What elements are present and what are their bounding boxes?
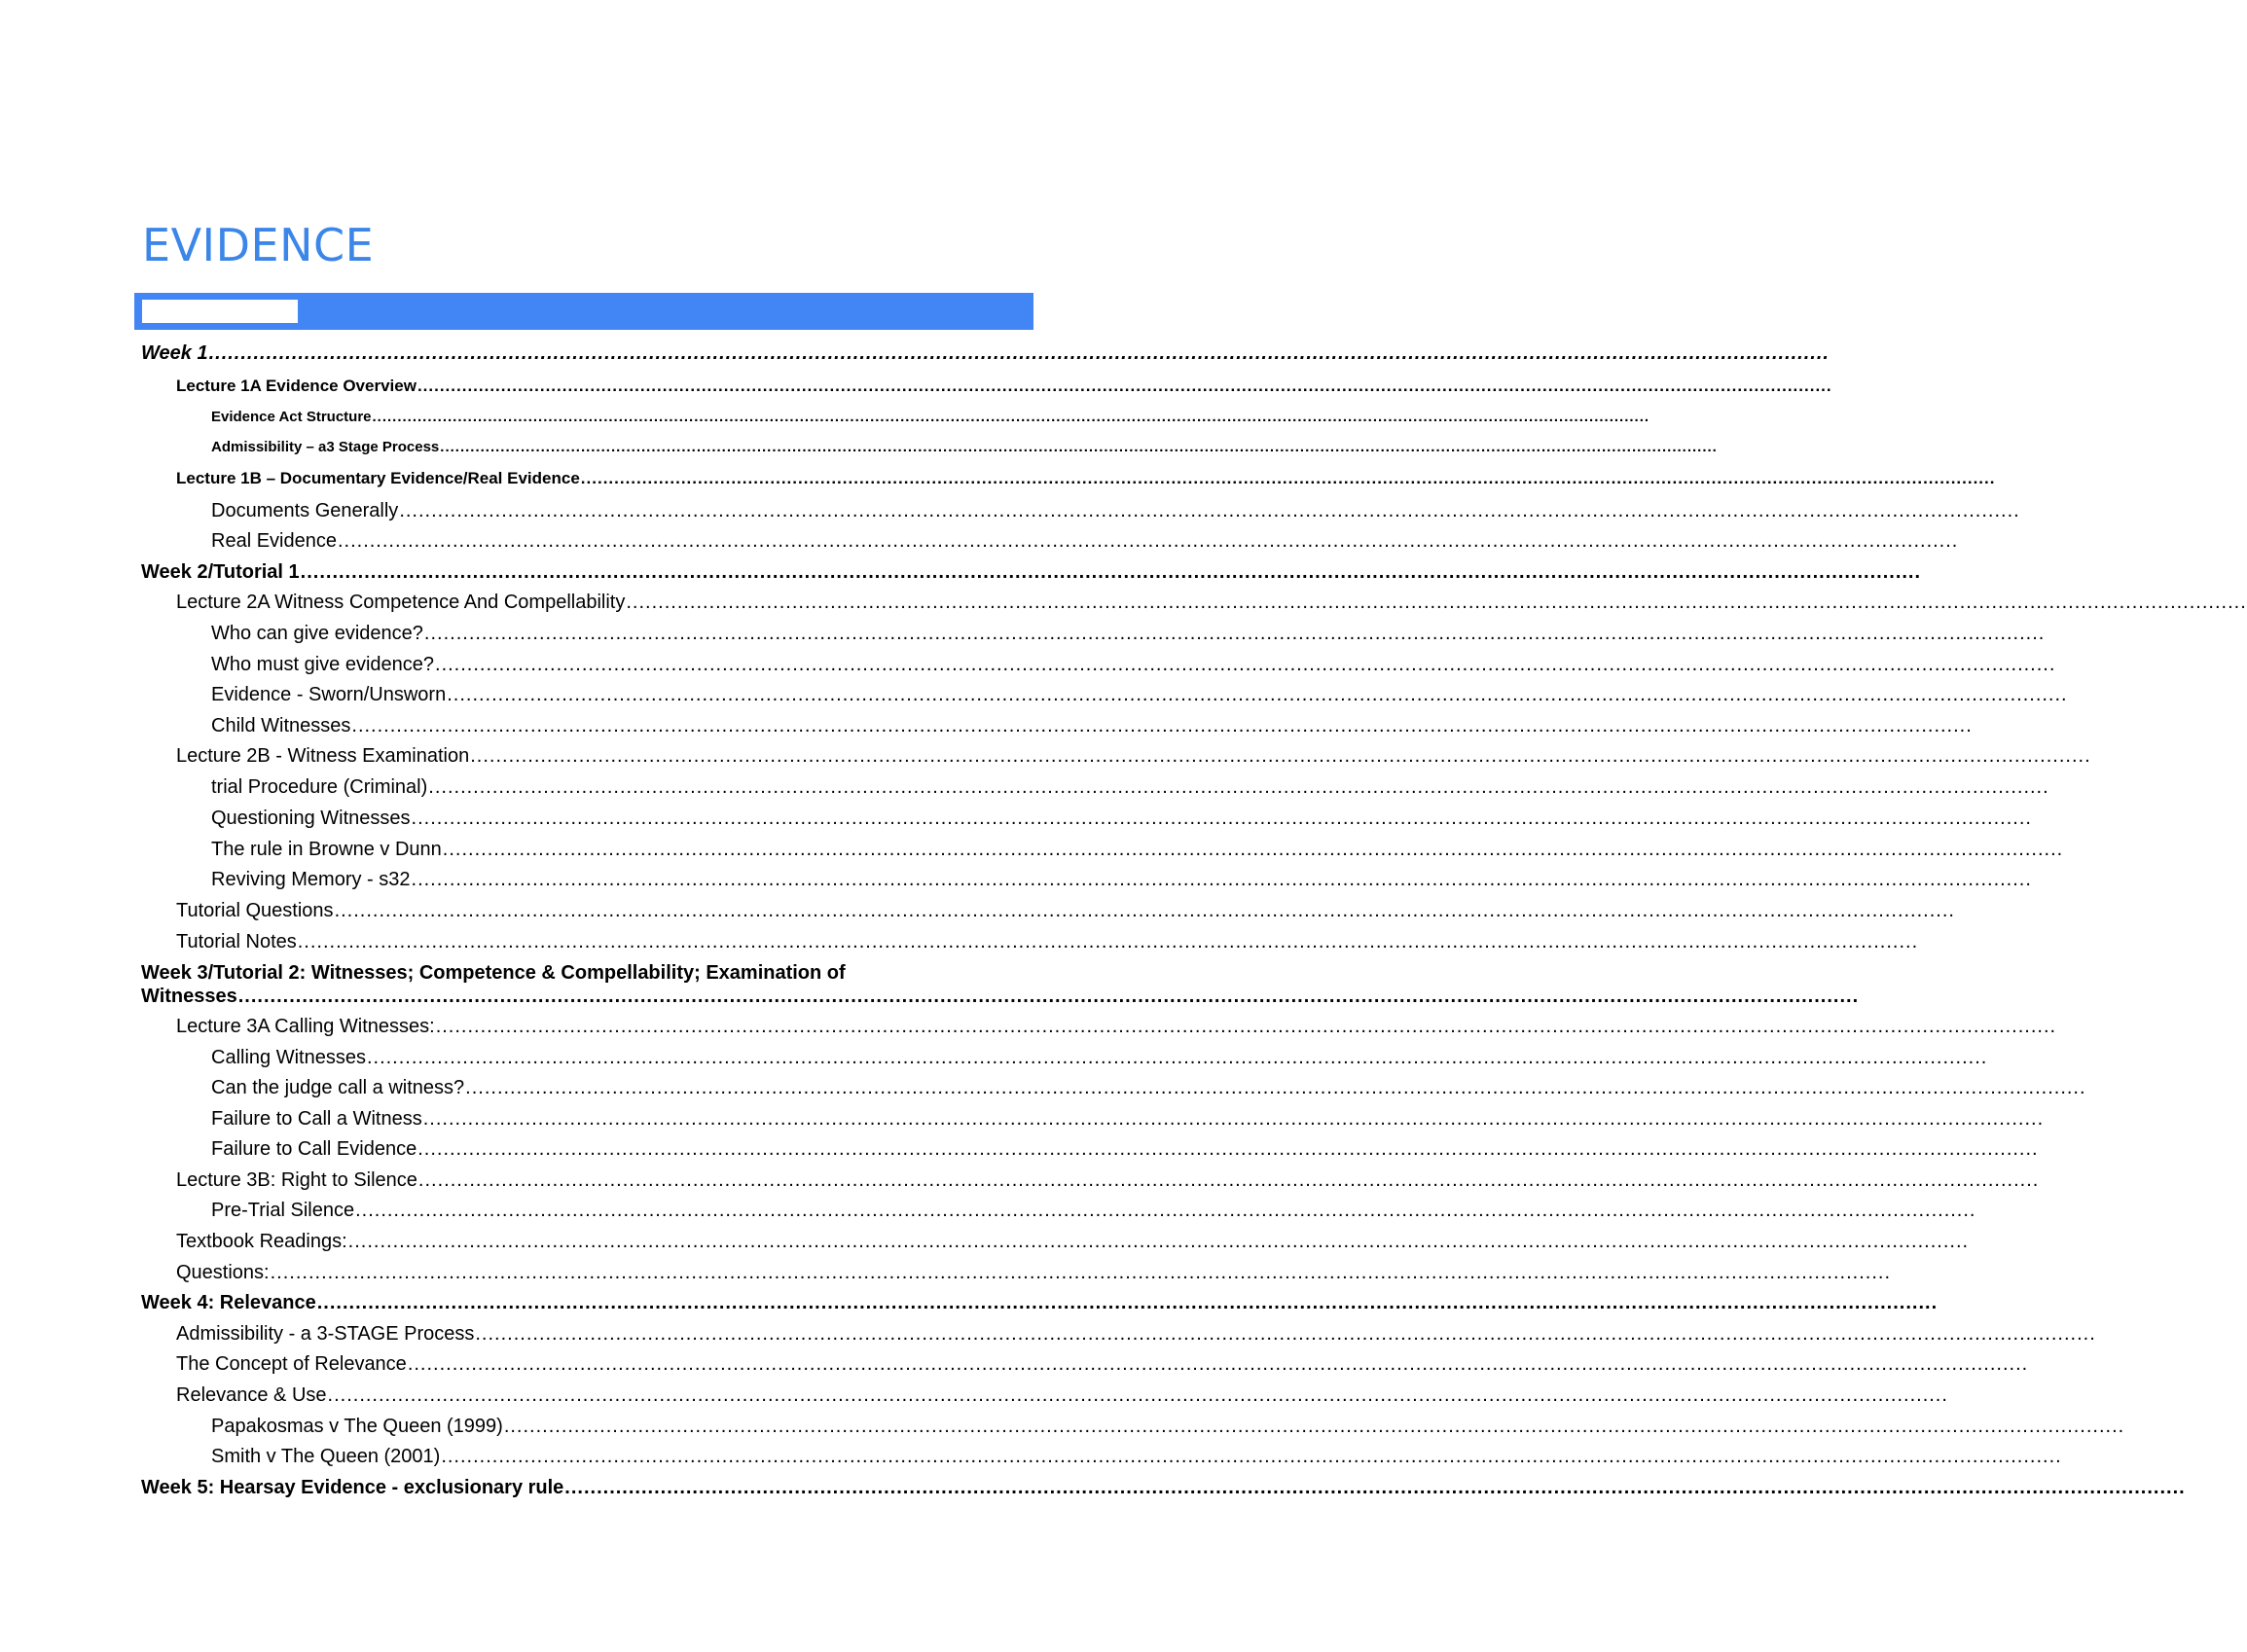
toc-leader: ..............................................................................................................................................................................................................................................................: [297, 931, 1919, 952]
toc-leader: ..............................................................................................................................................................................................................................................................: [417, 1138, 2039, 1160]
toc-entry-text: Questions:: [176, 1262, 270, 1283]
toc-entry-week-1[interactable]: [0, 342, 1830, 365]
toc-entry-text: Reviving Memory - s32: [211, 869, 411, 890]
toc-entry-text: Who can give evidence?: [211, 623, 423, 644]
toc-entry-week-2[interactable]: [0, 561, 1922, 584]
toc-entry-lecture-2b[interactable]: [0, 745, 2091, 768]
toc-leader: ..............................................................................................................................................................................................................................................................: [435, 654, 2056, 675]
toc-entry-text-line1: Week 3/Tutorial 2: Witnesses; Competence & Compellability; Examination of: [141, 962, 846, 984]
toc-entry-text: Failure to Call a Witness: [211, 1108, 422, 1130]
toc-entry-text: The rule in Browne v Dunn: [211, 839, 442, 860]
toc-leader: ..............................................................................................................................................................................................................................................................: [270, 1262, 1891, 1283]
toc-leader: ..............................................................................................................................................................................................................................................................: [564, 1477, 2186, 1498]
toc-entry-relevance-and-use[interactable]: [0, 1384, 1948, 1407]
toc-entry-questions[interactable]: [0, 1262, 1891, 1284]
toc-leader: ..............................................................................................................................................................................................................................................................: [422, 1108, 2045, 1130]
toc-leader: ..............................................................................................................................................................................................................................................................: [417, 1169, 2040, 1191]
toc-entry-text: Questioning Witnesses: [211, 808, 411, 829]
toc-entry-pre-trial-silence[interactable]: [0, 1200, 1976, 1222]
toc-leader: ..............................................................................................................................................................................................................................................................: [580, 469, 1996, 487]
toc-entry-text: Week 4: Relevance: [141, 1292, 316, 1313]
toc-leader: ..............................................................................................................................................................................................................................................................: [428, 776, 2049, 798]
toc-entry-text: Papakosmas v The Queen (1999): [211, 1416, 503, 1437]
toc-entry-text: Week 1: [141, 342, 208, 364]
toc-entry-admissibility-3-stage-process[interactable]: [0, 1323, 2096, 1346]
toc-entry-week-3[interactable]: [141, 961, 1860, 1008]
toc-entry-concept-of-relevance[interactable]: [0, 1353, 2029, 1376]
toc-entry-text: Lecture 3B: Right to Silence: [176, 1169, 417, 1191]
toc-leader: ..............................................................................................................................................................................................................................................................: [407, 1353, 2029, 1375]
toc-entry-calling-witnesses[interactable]: [0, 1047, 1988, 1069]
toc-entry-text: Failure to Call Evidence: [211, 1138, 417, 1160]
toc-entry-text: Calling Witnesses: [211, 1047, 366, 1068]
toc-leader: ..............................................................................................................................................................................................................................................................: [626, 592, 2247, 613]
toc-entry-lecture-3b[interactable]: [0, 1169, 2040, 1192]
toc-entry-text: The Concept of Relevance: [176, 1353, 407, 1375]
toc-leader: ..............................................................................................................................................................................................................................................................: [503, 1416, 2125, 1437]
toc-entry-who-must-give-evidence[interactable]: [0, 654, 2056, 676]
toc-leader: ..............................................................................................................................................................................................................................................................: [411, 869, 2032, 890]
toc-entry-text: Admissibility – a3 Stage Process: [211, 439, 440, 455]
toc-entry-text: Lecture 2B - Witness Examination: [176, 745, 470, 767]
toc-entry-textbook-readings[interactable]: [0, 1231, 1970, 1253]
toc-entry-child-witnesses[interactable]: [0, 715, 1973, 737]
toc-entry-text: Tutorial Notes: [176, 931, 297, 952]
toc-entry-lecture-1b[interactable]: [0, 469, 1996, 488]
toc-leader: ..............................................................................................................................................................................................................................................................: [475, 1323, 2096, 1345]
toc-leader: ..............................................................................................................................................................................................................................................................: [399, 500, 2020, 521]
toc-leader: ..............................................................................................................................................................................................................................................................: [327, 1384, 1948, 1406]
toc-leader: ..............................................................................................................................................................................................................................................................: [351, 715, 1973, 736]
toc-leader: ..............................................................................................................................................................................................................................................................: [237, 986, 1860, 1007]
toc-leader: ..............................................................................................................................................................................................................................................................: [417, 377, 1832, 395]
toc-entry-text: Week 2/Tutorial 1: [141, 561, 300, 583]
toc-leader: ..............................................................................................................................................................................................................................................................: [465, 1077, 2086, 1098]
toc-entry-admissibility-3-stage[interactable]: [0, 439, 1718, 455]
toc-entry-text: Evidence Act Structure: [211, 409, 372, 425]
toc-entry-text: Lecture 1B – Documentary Evidence/Real Evidence: [176, 469, 580, 487]
toc-entry-text: Who must give evidence?: [211, 654, 435, 675]
toc-leader: ..............................................................................................................................................................................................................................................................: [423, 623, 2046, 644]
toc-entry-browne-v-dunn[interactable]: [0, 839, 2064, 861]
toc-entry-text: Week 5: Hearsay Evidence - exclusionary rule: [141, 1477, 564, 1498]
toc-entry-who-can-give-evidence[interactable]: [0, 623, 2046, 645]
toc-entry-text-line2: Witnesses: [141, 986, 237, 1007]
toc-entry-reviving-memory[interactable]: [0, 869, 2032, 891]
toc-entry-text: Lecture 2A Witness Competence And Compellability: [176, 592, 626, 613]
toc-entry-text: trial Procedure (Criminal): [211, 776, 428, 798]
toc-leader: ..............................................................................................................................................................................................................................................................: [435, 1016, 2057, 1037]
toc-leader: ..............................................................................................................................................................................................................................................................: [366, 1047, 1988, 1068]
toc-leader: ..............................................................................................................................................................................................................................................................: [337, 530, 1959, 552]
toc-leader: ..............................................................................................................................................................................................................................................................: [208, 342, 1830, 364]
toc-entry-failure-call-witness[interactable]: [0, 1108, 2045, 1131]
toc-entry-text: Admissibility - a 3-STAGE Process: [176, 1323, 475, 1345]
toc-leader: ..............................................................................................................................................................................................................................................................: [347, 1231, 1970, 1252]
toc-entry-text: Textbook Readings:: [176, 1231, 347, 1252]
toc-entry-evidence-act-structure[interactable]: [0, 409, 1650, 425]
toc-leader: ..............................................................................................................................................................................................................................................................: [411, 808, 2032, 829]
toc-entry-trial-procedure[interactable]: [0, 776, 2049, 799]
toc-entry-documents-generally[interactable]: [0, 500, 2020, 522]
toc-entry-tutorial-questions[interactable]: [0, 900, 1955, 922]
toc-leader: ..............................................................................................................................................................................................................................................................: [300, 561, 1922, 583]
toc-leader: ..............................................................................................................................................................................................................................................................: [440, 439, 1718, 455]
toc-leader: ..............................................................................................................................................................................................................................................................: [372, 409, 1650, 425]
toc-entry-tutorial-notes[interactable]: [0, 931, 1919, 953]
toc-leader: ..............................................................................................................................................................................................................................................................: [334, 900, 1955, 921]
toc-entry-text: Evidence - Sworn/Unsworn: [211, 684, 447, 705]
toc-leader: ..............................................................................................................................................................................................................................................................: [441, 1446, 2062, 1467]
toc-entry-questioning-witnesses[interactable]: [0, 808, 2032, 830]
toc-leader: ..............................................................................................................................................................................................................................................................: [447, 684, 2068, 705]
toc-entry-text: Smith v The Queen (2001): [211, 1446, 441, 1467]
toc-entry-text: Child Witnesses: [211, 715, 351, 736]
toc-entry-week-5[interactable]: [0, 1477, 2186, 1499]
toc-leader: ..............................................................................................................................................................................................................................................................: [470, 745, 2091, 767]
toc-entry-text: Lecture 3A Calling Witnesses:: [176, 1016, 435, 1037]
toc-leader: ..............................................................................................................................................................................................................................................................: [355, 1200, 1976, 1221]
toc-entry-sworn-unsworn[interactable]: [0, 684, 2068, 706]
toc-entry-smith-v-the-queen[interactable]: [0, 1446, 2062, 1468]
toc-entry-text: Lecture 1A Evidence Overview: [176, 377, 417, 395]
toc-entry-text: Documents Generally: [211, 500, 399, 521]
toc-entry-week-4[interactable]: [0, 1292, 1939, 1314]
toc-leader: ..............................................................................................................................................................................................................................................................: [316, 1292, 1939, 1313]
toc-entry-judge-call-witness[interactable]: [0, 1077, 2086, 1099]
toc-entry-text: Can the judge call a witness?: [211, 1077, 465, 1098]
toc-entry-real-evidence[interactable]: [0, 530, 1959, 553]
toc-entry-text: Relevance & Use: [176, 1384, 327, 1406]
toc-entry-lecture-3a[interactable]: [0, 1016, 2057, 1038]
toc-leader: ..............................................................................................................................................................................................................................................................: [442, 839, 2064, 860]
document-title: EVIDENCE: [142, 219, 375, 271]
toc-entry-lecture-1a[interactable]: [0, 377, 1832, 396]
toc-entry-text: Pre-Trial Silence: [211, 1200, 355, 1221]
toc-entry-text: Real Evidence: [211, 530, 337, 552]
toc-entry-failure-call-evidence[interactable]: [0, 1138, 2039, 1161]
toc-entry-text: Tutorial Questions: [176, 900, 334, 921]
toc-entry-papakosmas[interactable]: [0, 1416, 2125, 1438]
toc-entry-lecture-2a[interactable]: [0, 592, 2247, 614]
